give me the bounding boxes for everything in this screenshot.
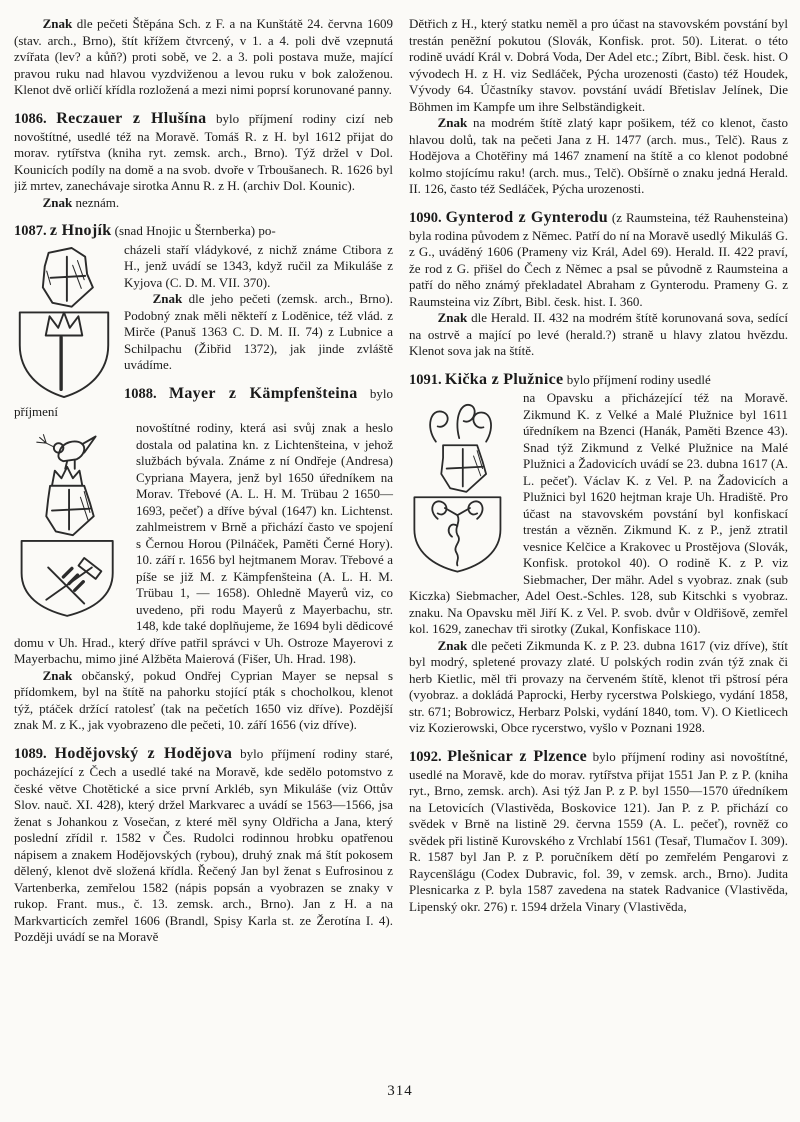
entry-1086-znak-paragraph [14, 195, 393, 212]
entry-text: na Opavsku a přicházející též na Moravě. Zikmund K. z Velké a Malé Plužnice byl 1611 úředníkem na Bzenci (Hanák, Paměti Bzence 43). Snad týž Zikmund z Velké Plužnice na Malé Plužnici a Žadovicích uvádí se 23. dubna 1617 (A. L. pečeť). Václav K. z Vel. P. na Žadovicích a Plužnici byl 1620 hejtman kraje Uh. Hradiště. Pro účast na stavovském povstání byl konfiskací trestán a vězněn. Zikmund K. z P., jenž ztratil vesnice Kelčice a Krakovec u Prostějova (Slovák, Konfisk. protokol 40). O rodině K. z P. viz Siebmacher, Der mähr. Adel s vyobraz. znak (sub Kiczka) Siebmacher, Adel Oest.-Schles. 128, sub Kitschki s vyobraz. znaku. Na Opavsku měl Jiří K. z Vel. P. svob. dvůr v Oldřišově, zemřel kol. 1629, zanechav tři sirotky (Zukal, Konfiskace 110). [409, 390, 788, 637]
znak-lead: Znak [42, 16, 73, 31]
entry-1088-znak-paragraph [14, 668, 393, 734]
entry-1089-continuation [409, 16, 788, 115]
entry-lead-text: bylo příjmení rodiny usedlé [566, 371, 711, 387]
znak-lead: Znak [152, 291, 183, 307]
entry-1090 [409, 208, 788, 360]
entry-headword: Plešnicar z Plzence [447, 747, 588, 765]
entry-1088 [14, 384, 393, 734]
entry-text: (z Raumsteina, též Rauhensteina) byla rodina původem z Němec. Patří do ní na Moravě usedlý Mikuláš G. z G., uváděný 1606 (Prameny viz Král, Adel 69). Herald. II. 422 praví, že rod z G. přišel do Čech z Němec a psal se původně z Raumsteina a patří do něho známý překladatel Abraham z Gynterodu. Prameny G. z Raumsteina viz Zíbrt, Bibl. česk. hist. I. 360. [409, 209, 788, 309]
znak-lead: Znak [437, 637, 468, 653]
entry-1090-paragraph [409, 208, 788, 311]
entry-1091-heading [409, 370, 788, 390]
entry-1092 [409, 747, 788, 916]
entry-text: Dětřich z H., který statku neměl a pro účast na stavovském povstání byl trestán peněžní pokutou (Slovák, Konfisk. prot. 50). Literat. o této rodině uvádí Král v. Dobrá Voda, Der Adel etc.; Zíbrt, Bibl. česk. hist. O vývodech H. z H. viz Sedláček, Pýcha urozenosti (často) též Houdek, Vývody 64. Účastníky stavov. povstání uvádí Břetislav Jelínek, Die Böhmen im Kampfe um ihre Selbständigkeit. [409, 16, 788, 114]
entry-1088-body [14, 420, 393, 734]
mayer-crest-illustration [14, 423, 126, 618]
znak-lead: Znak [437, 310, 468, 326]
entry-lead-text: (snad Hnojic u Šternberka) po- [114, 223, 276, 239]
entry-headword: Mayer z Kämpfenšteina [168, 384, 358, 402]
entry-headword: Kička z Plužnice [444, 370, 564, 388]
entry-number: 1088. [124, 385, 157, 402]
znak-text: neznám. [75, 194, 120, 210]
znak-text: na modrém štítě zlatý kapr pošikem, též co klenot, často hlavou dolů, tak na pečeti Jana z H. 1477 (arch. mus., Telč). Raus z Hodějova a Chotěřiny má 1467 znamení na štítě a co klenot podobné kolmo stojícímu raku! (arch. mus., Telč). Obšírně o znaku jedná Herald. II. 126, často též Sedláček, Pýcha urozenosti. [409, 115, 788, 196]
znak-text: dle pečeti Štěpána Sch. z F. a na Kunštátě 24. června 1609 (stav. arch., Brno), štít křížem čtvrcený, v 1. a 4. poli dvě vzepnutá zvířata (lev? a kůň?) proti sobě, ve 2. a 3. poli postava muže, mající pravou ruku nad hlavou vyzdviženou a levou ruku v bok založenou. Klenot dvě orličí křídla rozložená a mezi nimi poprsí korunované panny. [14, 16, 393, 97]
znak-lead: Znak [42, 194, 73, 210]
hnojik-crest-illustration [14, 245, 114, 401]
znak-text: dle Herald. II. 432 na modrém štítě korunovaná sova, sedící na ostrvě a mající po levé (herald.?) straně u hlavy zlatou hvězdu. Klenot sova jak na štítě. [409, 310, 788, 359]
right-column [409, 16, 788, 1060]
entry-1087-heading [14, 221, 393, 241]
entry-1089-paragraph [14, 744, 393, 946]
entry-1089 [14, 744, 393, 946]
entry-number: 1090. [409, 209, 442, 226]
entry-1086 [14, 109, 393, 212]
entry-1090-znak-paragraph [409, 310, 788, 360]
entry-1091 [409, 370, 788, 737]
entry-1092-paragraph [409, 747, 788, 916]
entry-headword: Hodějovský z Hodějova [54, 744, 233, 762]
entry-text: bylo příjmení rodiny staré, pocházející z Čech a usedlé také na Moravě, kde sedělo potomstvo z české větve Chotětické a sice první Arkléb, syn Mikuláše (viz Ottův Slov. nauč. XI. 428), který držel Markvarec a uvádí se 1563—1566, jsa ženat s Johankou z Vosečan, z které měl syny Oldřicha a Jana, který poslední zřídil r. 1582 v Čes. Rudolci rodinnou hrobku opatřenou nápisem a znakem Hodějovských (rybou), druhý znak má štít pokosem dělený, klenot dvě složená křídla. Řečený Jan byl ženat s Eufrosinou z Vartenberka, zemřelou 1582 (nápis popsán a vyobrazen se znaky v rukop. Frant. mus., č. 13. zemsk. arch., Brno). Jan z H. a na Markvarticích zemřel 1606 (Brandl, Spisy Karla st. ze Žerotína I. 4). Později uvádí se na Moravě [14, 745, 394, 945]
entry-1091-body [409, 390, 788, 737]
znak-lead: Znak [42, 667, 73, 683]
znak-text: občanský, pokud Ondřej Cyprian Mayer se nepsal s přídomkem, byl na štítě na pahorku stojící pták s chocholkou, klenot týž, ptáček držící ratolesť (tak na pečetích 1650 viz dříve). Pozdější znak M. z K., jak vyobrazeno dle pečeti, 10. září 1656 (viz dříve). [14, 667, 394, 733]
page-number: 314 [387, 1083, 413, 1099]
entry-lead-text: bylo příjmení [14, 385, 394, 419]
entry-headword: Gynterod z Gynterodu [445, 208, 608, 226]
entry-1087 [14, 221, 393, 373]
entry-text: cházeli staří vládykové, z nichž známe Ctibora z H., jenž uvádí se 1343, když ručil za Mikuláše z Kyjova (C. D. M. VII. 370). [124, 241, 393, 290]
entry-number: 1092. [409, 748, 442, 765]
entry-headword: z Hnojík [49, 222, 112, 240]
entry-1087-body [14, 242, 393, 374]
entry-text: novoštítné rodiny, která asi svůj znak a heslo dostala od palatina kn. z Lichtenšteina, v jehož službách bývala. Známe z ní Ondřeje (Andresa) Cypriana Mayera, jenž byl 1650 úředníkem na Morav. Třebové (A. L. H. M. Trübau 2 1650—1693, pečeť) a dříve býval (1647) kn. Lichtenst. zahlmeistrem v Brně a přichází často ve spojení s Černou Horou (Pilnáček, Paměti Černé Hory). 10. září r. 1656 byl hejtmanem Morav. Třebové a píše se již M. z Kämpfenšteina (A. L. H. M. Trübau 1, — 1658). Ohledně Mayerů viz, co uvedeno, při rodu Mayerů z Mayerbachu, str. 148, kde také doplňujeme, že 1694 byli dědicové domu v Uh. Hrad., který dříve patřil správci v Uh. Ostroze Mayerovi z Mayerbachu, mimo jiné Alžběta Maierová (Fišer, Uh. Hrad. 198). [14, 420, 393, 667]
znak-text: dle pečeti Zikmunda K. z P. 23. dubna 1617 (viz dříve), štít byl modrý, spletené provazy zlaté. U polských rodin zván týž znak či herb Kietlic, měl tři provazy na červeném štítě, klenot tři pštrosí péra (vyobraz. a dokládá Paprocki, Herby rycerstwa Polskiego, vydání 1858, str. 671; Bobrowicz, Herbarz Polski, vydání 1840, tom. V). O Kietlicech viz Kozierowski, Obce rycerstwo, vyšlo v Poznani 1928. [409, 637, 788, 736]
entry-number: 1086. [14, 110, 47, 127]
entry-1085-znak-paragraph [14, 16, 393, 99]
entry-headword: Reczauer z Hlušína [56, 109, 207, 127]
znak-lead: Znak [437, 115, 468, 130]
entry-number: 1087. [14, 223, 47, 240]
left-column [14, 16, 393, 1060]
entry-1091-znak-paragraph [409, 638, 788, 737]
entry-text: bylo příjmení rodiny cizí neb novoštítné, usedlé též na Moravě. Tomáš R. z H. byl 1612 přijat do morav. rytířstva (kniha ryt. zemsk. arch., Brno). Týž držel v Dol. Kounicích podíly na domě a na svob. dvoře v Trboušanech. R. 1626 byl již mrtev, zanechávaje sirotka Annu R. z H. (archiv Dol. Kounic). [14, 110, 394, 194]
entry-number: 1089. [14, 745, 47, 762]
entry-1086-paragraph [14, 109, 393, 195]
text-columns [14, 16, 788, 1060]
znak-text: dle jeho pečeti (zemsk. arch., Brno). Podobný znak měli někteří z Loděnice, též vlád. z Mirče (Panuš 1363 C. D. M. II. 74) z Lubnice a Schilpachu (Žibřid 1372), jak jinde zvláště uvádíme. [124, 291, 393, 373]
entry-1089-znak-paragraph [409, 115, 788, 198]
entry-text: bylo příjmení rodiny asi novoštítné, usedlé na Moravě, kde do morav. rytířstva přijat 1551 Jan P. z P. (kniha ryt., Brno, zemsk. arch). Asi týž Jan P. z P. byl 1550—1570 úředníkem na Letovicích (Vlastivěda, Boskovice 121). Jan P. z P. přichází co svědek v Brně na listině 29. června 1559 (A. L. pečeť), rovněž co svědek při listině Kurovského z Vrchlabí 1561 (Tesař, Tlumačov I. 309). R. 1587 byl Jan P. z P. poručníkem dětí po zemřelém Pengarovi z Raycenšlágu (Codex Dubravic, fol. 39, v zemsk. arch., Brno). Judita Plesnicarka z P. byla 1587 zavedena na statek Radvanice (Vlastivěda, Lipenský okr. 276) r. 1594 držela Vinary (Vlastivěda, [409, 748, 788, 914]
kicka-crest-illustration [409, 393, 513, 580]
entry-number: 1091. [409, 371, 442, 388]
